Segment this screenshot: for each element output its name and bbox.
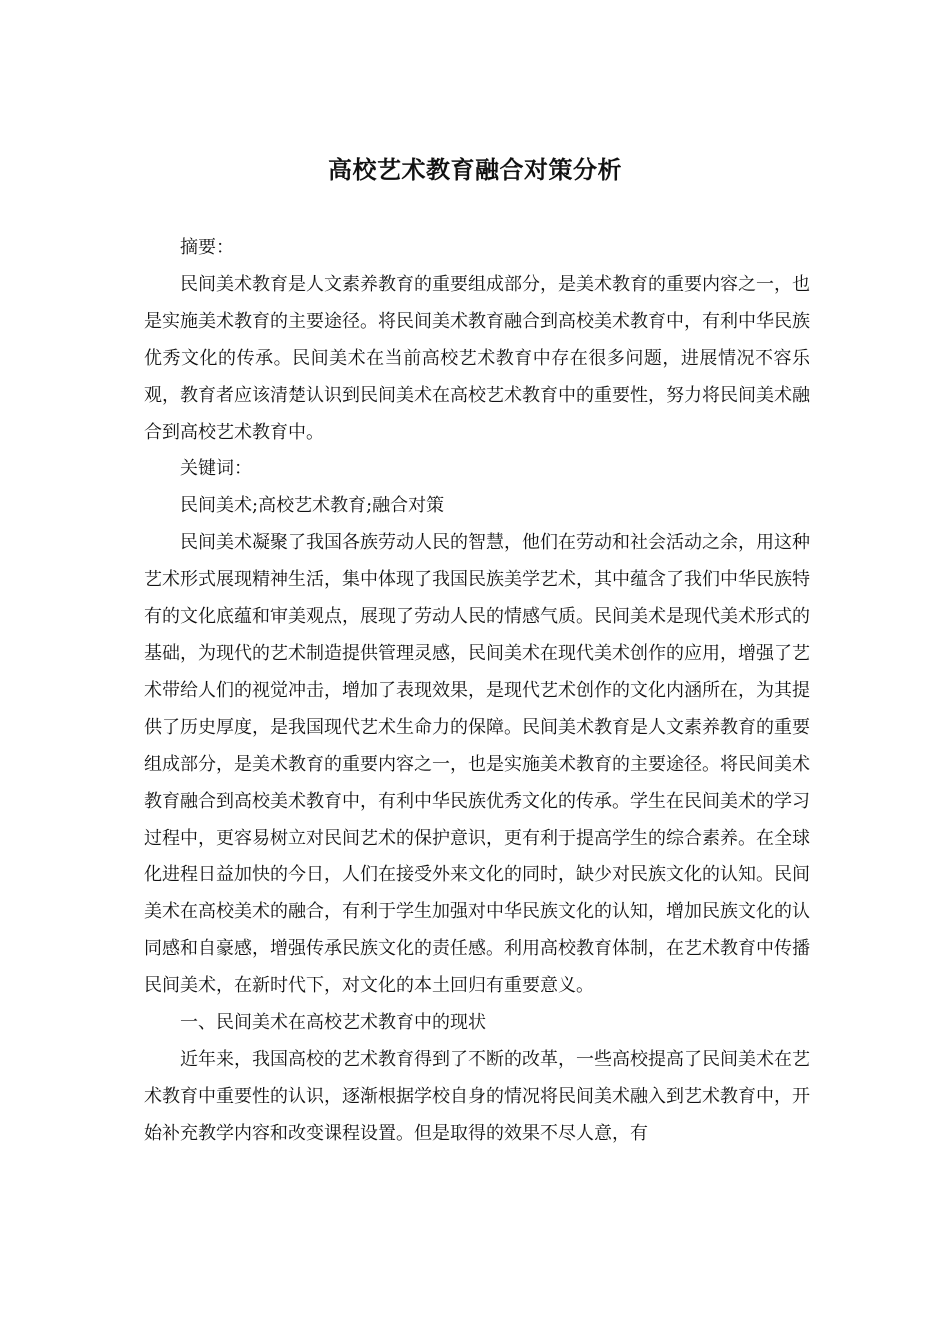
- abstract-paragraph: 民间美术教育是人文素养教育的重要组成部分，是美术教育的重要内容之一，也是实施美术教育的主要途径。将民间美术教育融合到高校美术教育中，有利中华民族优秀文化的传承。民间美术在当前高校艺术教育中存在很多问题，进展情况不容乐观，教育者应该清楚认识到民间美术在高校艺术教育中的重要性，努力将民间美术融合到高校艺术教育中。: [144, 273, 810, 443]
- section-1-heading: 一、民间美术在高校艺术教育中的现状: [180, 1012, 486, 1034]
- keywords-paragraph: 民间美术;高校艺术教育;融合对策: [180, 495, 445, 517]
- document-title: 高校艺术教育融合对策分析: [328, 155, 622, 184]
- document-body: [144, 230, 810, 1153]
- intro-paragraph: 民间美术凝聚了我国各族劳动人民的智慧，他们在劳动和社会活动之余，用这种艺术形式展现精神生活，集中体现了我国民族美学艺术，其中蕴含了我们中华民族特有的文化底蕴和审美观点，展现了劳动人民的情感气质。民间美术是现代美术形式的基础，为现代的艺术制造提供管理灵感，民间美术在现代美术创作的应用，增强了艺术带给人们的视觉冲击，增加了表现效果，是现代艺术创作的文化内涵所在，为其提供了历史厚度，是我国现代艺术生命力的保障。民间美术教育是人文素养教育的重要组成部分，是美术教育的重要内容之一，也是实施美术教育的主要途径。将民间美术教育融合到高校美术教育中，有利中华民族优秀文化的传承。学生在民间美术的学习过程中，更容易树立对民间艺术的保护意识，更有利于提高学生的综合素养。在全球化进程日益加快的今日，人们在接受外来文化的同时，缺少对民族文化的认知。民间美术在高校美术的融合，有利于学生加强对中华民族文化的认知，增加民族文化的认同感和自豪感，增强传承民族文化的责任感。利用高校教育体制，在艺术教育中传播民间美术，在新时代下，对文化的本土回归有重要意义。: [144, 532, 810, 997]
- section-1-paragraph: 近年来，我国高校的艺术教育得到了不断的改革，一些高校提高了民间美术在艺术教育中重要性的认识，逐渐根据学校自身的情况将民间美术融入到艺术教育中，开始补充教学内容和改变课程设置。但是取得的效果不尽人意，有: [144, 1048, 810, 1144]
- keywords-label: 关键词：: [180, 458, 252, 480]
- abstract-label: 摘要：: [180, 237, 234, 258]
